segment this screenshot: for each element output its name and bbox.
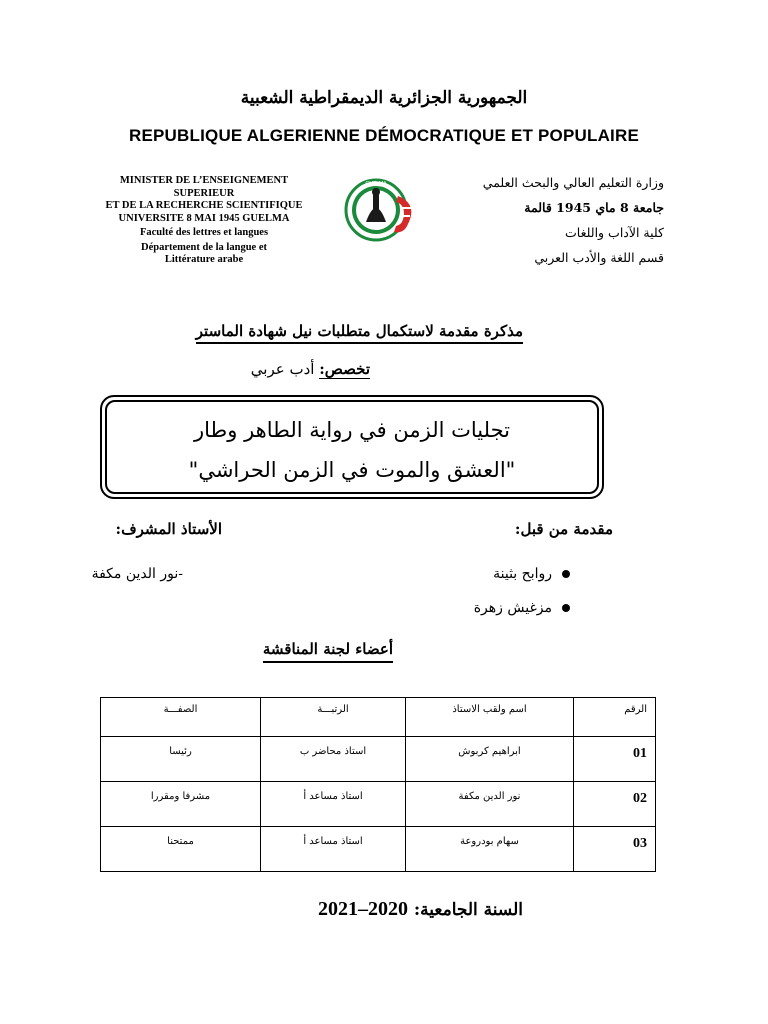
university-line: UNIVERSITE 8 MAI 1945 GUELMA xyxy=(118,212,290,224)
department-line: Département de la langue et xyxy=(141,241,267,253)
cell-role: ممتحنا xyxy=(101,827,261,872)
supervisor-name: -نور الدين مكفة xyxy=(91,566,183,582)
thesis-title-line: تجليات الزمن في رواية الطاهر وطار xyxy=(194,418,510,442)
student-item xyxy=(474,600,570,616)
supervisor-label: الأستاذ المشرف: xyxy=(115,520,222,538)
ministry-line: SUPERIEUR xyxy=(173,187,235,199)
header-cell-role: الصفـــة xyxy=(101,698,261,737)
student-name: مزغيش زهرة xyxy=(473,600,552,616)
table-row xyxy=(101,827,656,872)
ministry-line: MINISTER DE L’ENSEIGNEMENT xyxy=(119,175,289,186)
cell-role: رئيسا xyxy=(101,737,261,782)
header-cell-name: اسم ولقب الاستاذ xyxy=(406,698,574,737)
department-line-ar: قسم اللغة والأدب العربي xyxy=(534,250,664,265)
thesis-title-box xyxy=(100,395,604,499)
cell-number: 01 xyxy=(574,737,656,782)
specialty-value: أدب عربي xyxy=(250,360,315,378)
faculty-line-ar: كلية الآداب واللغات xyxy=(565,225,664,240)
cell-role: مشرفا ومقررا xyxy=(101,782,261,827)
ministry-block-fr xyxy=(86,175,322,267)
student-item xyxy=(493,566,570,582)
thesis-title-line: "العشق والموت في الزمن الحراشي" xyxy=(188,458,516,482)
thesis-title xyxy=(105,400,599,494)
cell-rank: استاذ مساعد أ xyxy=(261,782,406,827)
memo-title: مذكرة مقدمة لاستكمال متطلبات نيل شهادة الماستر xyxy=(196,322,523,344)
cell-rank: استاذ محاضر ب xyxy=(261,737,406,782)
university-line-ar: جامعة 8 ماي 1945 قالمة xyxy=(524,200,664,215)
table-header-row xyxy=(101,698,656,737)
academic-year xyxy=(318,898,523,921)
department-line: Littérature arabe xyxy=(164,254,244,265)
cell-name: نور الدين مكفة xyxy=(406,782,574,827)
cell-name: سهام بودروعة xyxy=(406,827,574,872)
specialty-label: تخصص: xyxy=(319,360,370,378)
cell-number: 03 xyxy=(574,827,656,872)
header-cell-rank: الرتبـــة xyxy=(261,698,406,737)
table-row xyxy=(101,737,656,782)
table-row xyxy=(101,782,656,827)
ministry-line-ar: وزارة التعليم العالي والبحث العلمي xyxy=(482,175,664,190)
faculty-line: Faculté des lettres et langues xyxy=(139,227,269,238)
bullet-icon xyxy=(562,604,570,612)
cell-rank: استاذ مساعد أ xyxy=(261,827,406,872)
academic-year-value: 2021–2020 xyxy=(317,898,408,920)
specialty xyxy=(251,360,370,378)
bullet-icon xyxy=(562,570,570,578)
student-name: روابح بثينة xyxy=(493,566,552,582)
logo-text: GUELMA xyxy=(365,181,387,187)
republic-title-fr: REPUBLIQUE ALGERIENNE DÉMOCRATIQUE ET POPULAIRE xyxy=(129,126,639,145)
jury-title: أعضاء لجنة المناقشة xyxy=(263,640,393,663)
jury-table xyxy=(100,697,656,872)
header-cell-number: الرقم xyxy=(574,698,656,737)
academic-year-label: السنة الجامعية: xyxy=(413,900,523,920)
cell-number: 02 xyxy=(574,782,656,827)
ministry-block-ar xyxy=(404,170,664,270)
ministry-line: ET DE LA RECHERCHE SCIENTIFIQUE xyxy=(105,200,303,211)
cell-name: ابراهيم كربوش xyxy=(406,737,574,782)
presented-by-label: مقدمة من قبل: xyxy=(514,520,613,538)
republic-title-ar: الجمهورية الجزائرية الديمقراطية الشعبية xyxy=(240,88,528,108)
